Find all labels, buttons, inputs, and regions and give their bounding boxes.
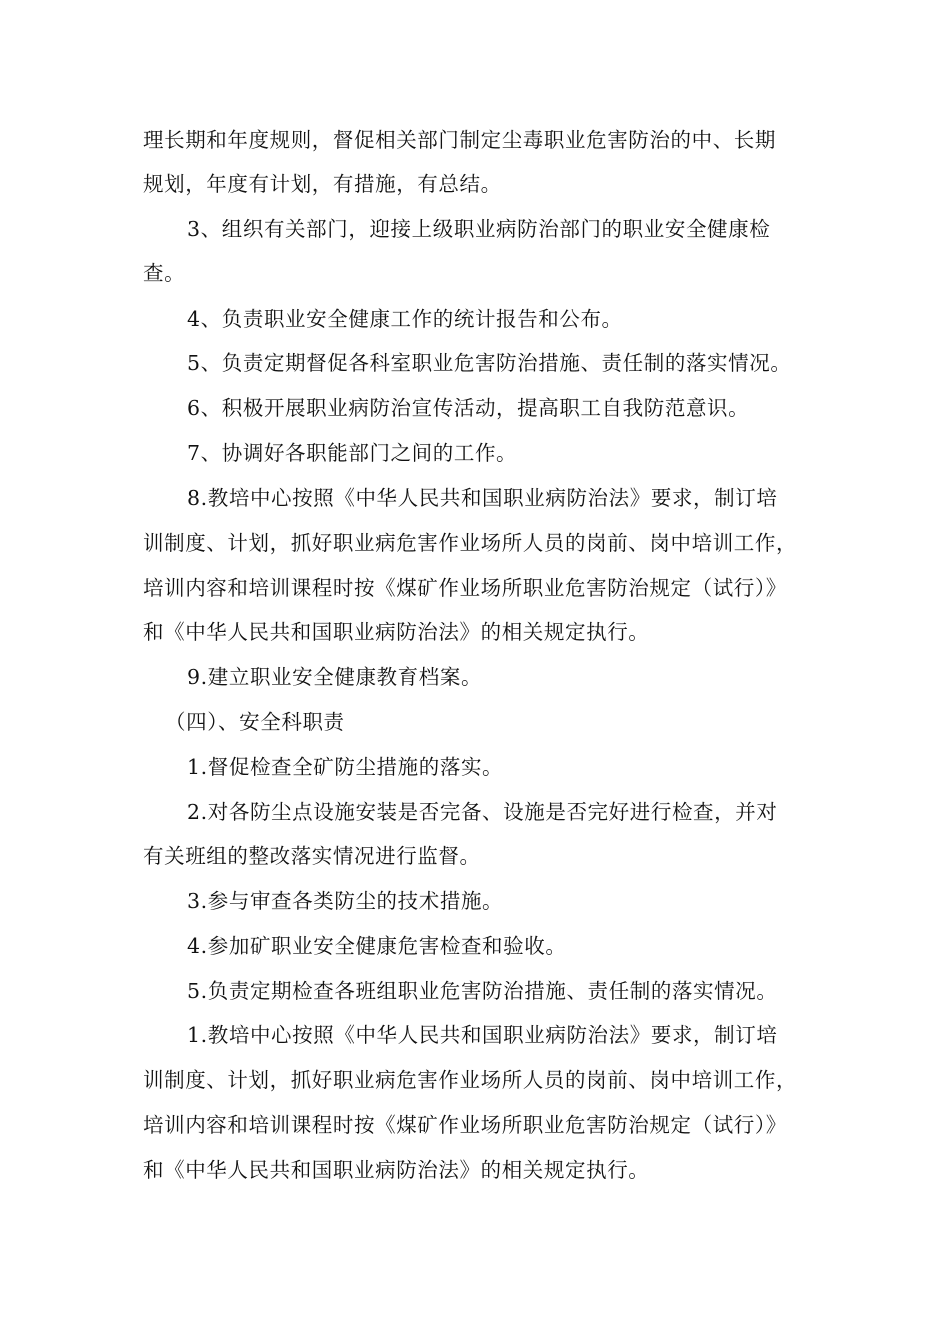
- text-line: 有关班组的整改落实情况进行监督。: [143, 844, 481, 868]
- text-line: 培训内容和培训课程时按《煤矿作业场所职业危害防治规定（试行）》: [143, 1113, 787, 1137]
- text-line: 理长期和年度规则，督促相关部门制定尘毒职业危害防治的中、长期: [143, 128, 776, 152]
- section-heading: （四）、安全科职责: [165, 710, 345, 734]
- text-line: 训制度、计划，抓好职业病危害作业场所人员的岗前、岗中培训工作，: [143, 531, 798, 555]
- text-line: 3、组织有关部门，迎接上级职业病防治部门的职业安全健康检: [187, 217, 771, 241]
- text-line: 9.建立职业安全健康教育档案。: [187, 665, 483, 689]
- text-line: 规划，年度有计划，有措施，有总结。: [143, 172, 502, 196]
- text-line: 查。: [143, 261, 186, 285]
- text-line: 5.负责定期检查各班组职业危害防治措施、责任制的落实情况。: [187, 979, 778, 1003]
- text-line: 4.参加矿职业安全健康危害检查和验收。: [187, 934, 567, 958]
- text-line: 和《中华人民共和国职业病防治法》的相关规定执行。: [143, 620, 650, 644]
- text-line: 1.督促检查全矿防尘措施的落实。: [187, 755, 504, 779]
- text-line: 1.教培中心按照《中华人民共和国职业病防治法》要求，制订培: [187, 1023, 778, 1047]
- text-line: 5、负责定期督促各科室职业危害防治措施、责任制的落实情况。: [187, 351, 792, 375]
- text-line: 训制度、计划，抓好职业病危害作业场所人员的岗前、岗中培训工作，: [143, 1068, 798, 1092]
- text-line: 和《中华人民共和国职业病防治法》的相关规定执行。: [143, 1158, 650, 1182]
- text-line: 8.教培中心按照《中华人民共和国职业病防治法》要求，制订培: [187, 486, 778, 510]
- text-line: 3.参与审查各类防尘的技术措施。: [187, 889, 504, 913]
- text-line: 2.对各防尘点设施安装是否完备、设施是否完好进行检查，并对: [187, 800, 778, 824]
- text-line: 培训内容和培训课程时按《煤矿作业场所职业危害防治规定（试行）》: [143, 576, 787, 600]
- text-line: 4、负责职业安全健康工作的统计报告和公布。: [187, 307, 623, 331]
- text-line: 6、积极开展职业病防治宣传活动，提高职工自我防范意识。: [187, 396, 750, 420]
- text-line: 7、协调好各职能部门之间的工作。: [187, 441, 518, 465]
